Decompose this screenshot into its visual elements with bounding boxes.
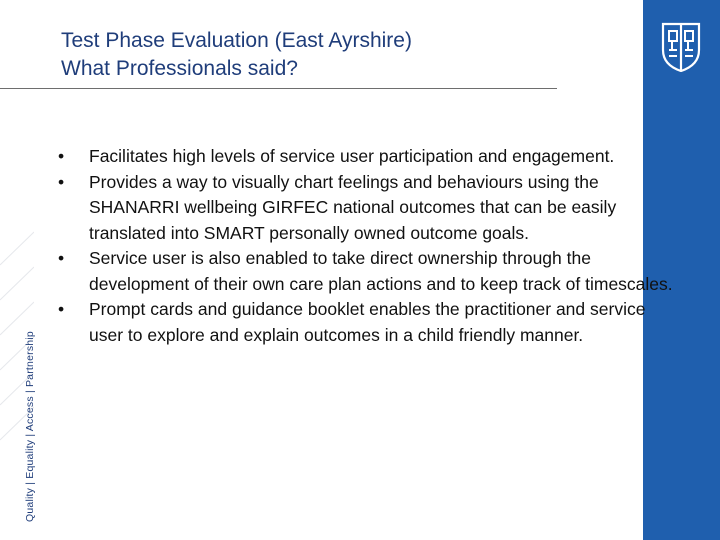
list-item: [58, 170, 678, 247]
bullet-text: Service user is also enabled to take direct ownership through the development of their own care plan actions and to keep track of timescales.: [89, 248, 673, 294]
bullet-text: Provides a way to visually chart feelings and behaviours using the SHANARRI wellbeing GIRFEC national outcomes that can be easily translated into SMART personally owned outcome goals.: [89, 171, 617, 243]
list-item: [58, 246, 678, 297]
vertical-tagline: Quality | Equality | Access | Partnership: [24, 331, 36, 522]
bullet-list: [58, 144, 678, 348]
bullet-text: Prompt cards and guidance booklet enables the practitioner and service user to explore and explain outcomes in a child friendly manner.: [89, 299, 646, 345]
title-line-1: Test Phase Evaluation (East Ayrshire): [61, 29, 412, 52]
list-item: [58, 144, 678, 170]
bullet-marker: •: [58, 299, 65, 319]
title-line-2: What Professionals said?: [61, 57, 298, 80]
bullet-marker: •: [58, 171, 65, 192]
slide-title: [61, 27, 541, 83]
bullet-marker: •: [58, 146, 65, 166]
list-item: [58, 297, 678, 348]
title-divider: [0, 88, 557, 89]
bullet-text: Facilitates high levels of service user participation and engagement.: [89, 146, 615, 166]
shield-crest-icon: [660, 20, 702, 72]
bullet-marker: •: [58, 248, 65, 268]
